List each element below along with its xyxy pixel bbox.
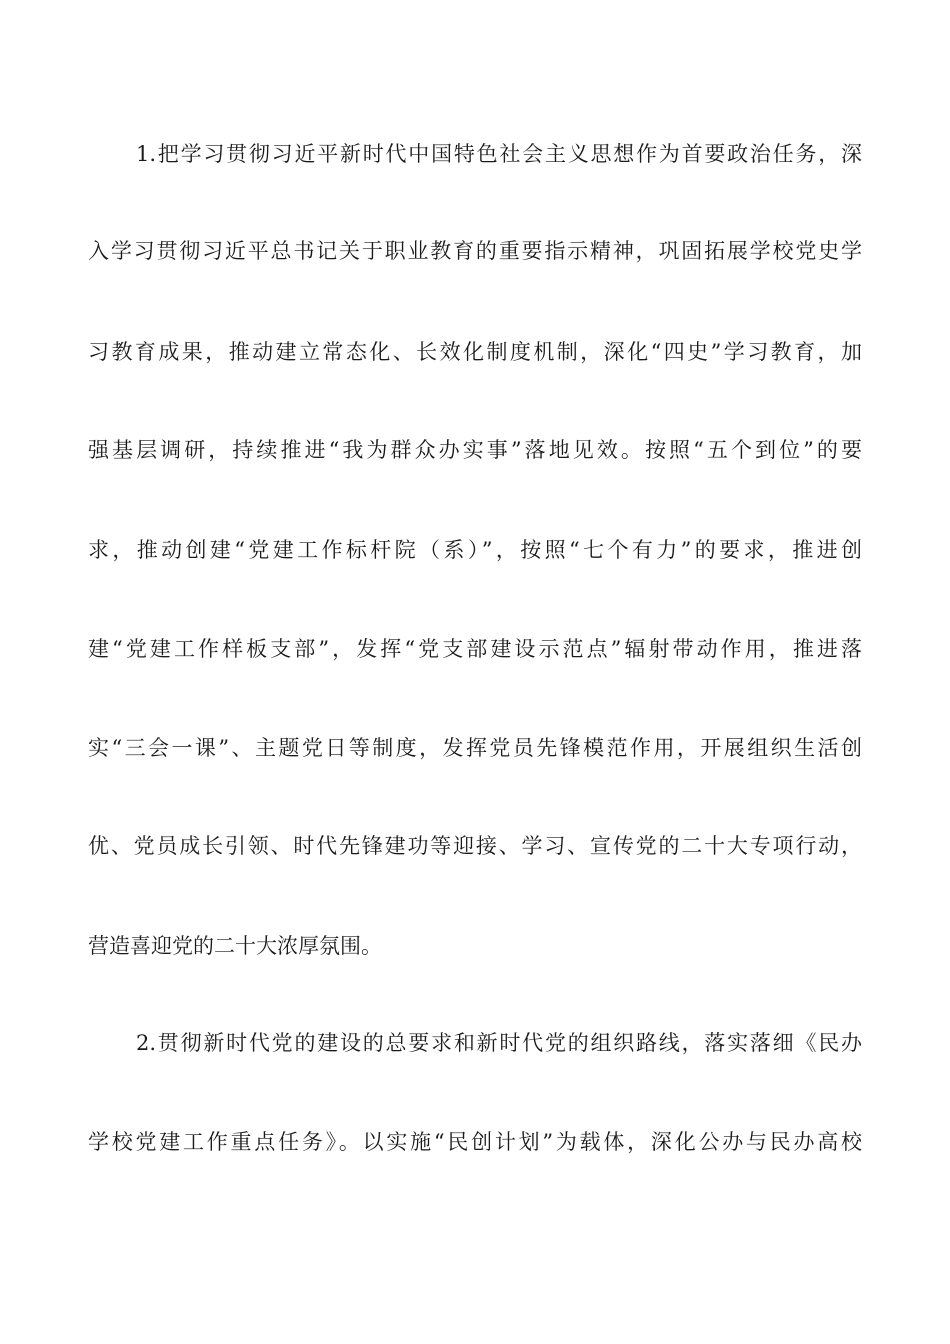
text-line: 强基层调研，持续推进“我为群众办实事”落地见效。按照“五个到位”的要: [88, 438, 862, 462]
text-line: 求，推动创建“党建工作标杆院（系）”，按照“七个有力”的要求，推进创: [88, 538, 862, 562]
text-line: 实“三会一课”、主题党日等制度，发挥党员先锋模范作用，开展组织生活创: [88, 736, 862, 760]
text-line: 营造喜迎党的二十大浓厚氛围。: [88, 934, 382, 958]
text-line: 2.贯彻新时代党的建设的总要求和新时代党的组织路线，落实落细《民办: [136, 1031, 862, 1055]
text-line: 入学习贯彻习近平总书记关于职业教育的重要指示精神，巩固拓展学校党史学: [88, 239, 862, 263]
text-line: 建“党建工作样板支部”，发挥“党支部建设示范点”辐射带动作用，推进落: [88, 637, 862, 661]
text-line: 1.把学习贯彻习近平新时代中国特色社会主义思想作为首要政治任务，深: [136, 142, 862, 166]
text-line: 优、党员成长引领、时代先锋建功等迎接、学习、宣传党的二十大专项行动，: [88, 834, 862, 858]
text-line: 习教育成果，推动建立常态化、长效化制度机制，深化“四史”学习教育，加: [88, 340, 862, 364]
text-line: 学校党建工作重点任务》。以实施“民创计划”为载体，深化公办与民办高校: [88, 1130, 862, 1154]
